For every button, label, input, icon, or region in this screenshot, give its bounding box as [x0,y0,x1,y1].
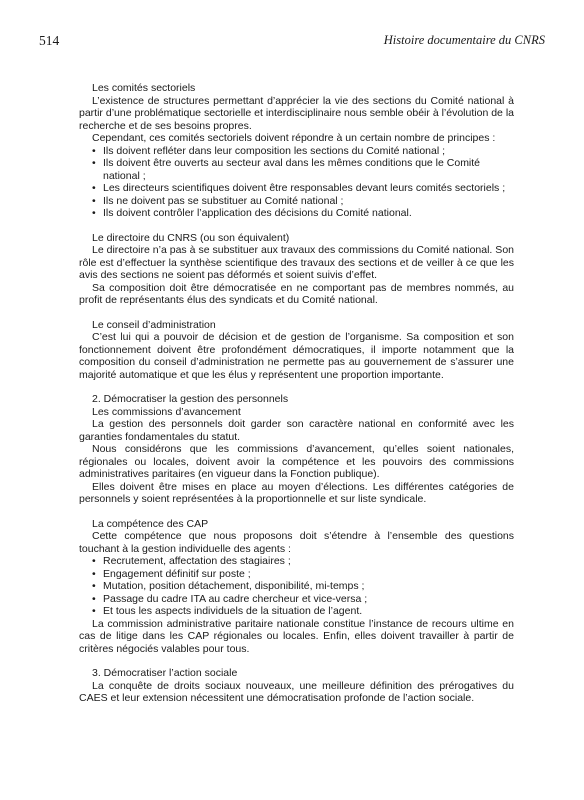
list-item [79,145,514,158]
section-action-sociale [79,667,514,705]
section-gestion-personnels [79,393,514,506]
page-header [39,33,545,49]
section-directoire [79,232,514,307]
bullet-icon: • [92,555,96,567]
paragraph: Sa composition doit être démocratisée en ne comportant pas de membres nommés, au profit de représentants élus des syndicats et du Comité national. [79,281,514,306]
paragraph: La gestion des personnels doit garder son caractère national en conformité avec les garanties fondamentales du statut. [79,418,514,443]
list-item [79,593,514,606]
bullet-icon: • [92,567,96,580]
paragraph: Le directoire n’a pas à se substituer aux travaux des commissions du Comité national. Son rôle est d’effectuer la synthèse scientifique des travaux des sections et de veiller à ce que les avis des sections ne soient pas déformés et soient suivis d’effet. [79,244,514,281]
list-item-text: Les directeurs scientifiques doivent être responsables devant leurs comités sectoriels ; [103,182,506,194]
section-heading: Les comités sectoriels [92,82,196,94]
bullet-icon: • [92,207,96,219]
running-title: Histoire documentaire du CNRS [383,33,545,47]
list-item-text: Passage du cadre ITA au cadre chercheur et vice-versa ; [103,592,368,605]
paragraph: Elles doivent être mises en place au moyen d’élections. Les différentes catégories de personnels y soient représentées à la proportionnelle et sur liste syndicale. [79,480,514,505]
paragraph: C’est lui qui a pouvoir de décision et de gestion de l’organisme. Sa composition et son fonctionnement doivent être profondément démocratiques, il importe notamment que la composition du conseil d’administration ne permette pas au gouvernement de s’assurer une majorité automatique et que les élus y représentent une proportion importante. [79,331,514,381]
principles-list [79,145,514,220]
bullet-icon: • [92,144,96,157]
list-item [79,580,514,593]
section-conseil-administration [79,319,514,382]
list-item-text: Engagement définitif sur poste ; [103,567,251,580]
paragraph: Nous considérons que les commissions d’avancement, qu’elles soient nationales, régionales ou locales, doivent avoir la compétence et les pouvoirs des commissions administratives paritaires (en vigueur dans la Fonction publique). [79,443,514,480]
list-item [79,157,514,182]
bullet-icon: • [92,580,96,592]
list-item-text: Ils doivent contrôler l’application des décisions du Comité national. [103,207,412,219]
subsection-heading: Les commissions d’avancement [92,405,241,418]
list-item [79,182,514,195]
list-item [79,555,514,568]
section-heading: La compétence des CAP [92,517,209,530]
bullet-icon: • [92,194,96,207]
paragraph: La conquête de droits sociaux nouveaux, une meilleure définition des prérogatives du CAES et leur extension nécessitent une démocratisation profonde de l’action sociale. [79,679,514,704]
paragraph: Cette compétence que nous proposons doit s’étendre à l’ensemble des questions touchant à la gestion individuelle des agents : [79,530,514,555]
paragraph: L’existence de structures permettant d’apprécier la vie des sections du Comité national à partir d’une problématique sectorielle et interdisciplinaire nous semble obéir à l’évolution de la recherche et de ses besoins propres. [79,94,514,132]
list-item-text: Et tous les aspects individuels de la situation de l’agent. [103,605,363,617]
list-item [79,207,514,220]
list-item-text: Mutation, position détachement, disponibilité, mi-temps ; [103,580,365,592]
section-heading: 3. Démocratiser l’action sociale [92,667,238,679]
list-item-text: Recrutement, affectation des stagiaires ; [103,555,291,567]
list-item [79,195,514,208]
section-heading: Le conseil d’administration [92,318,216,331]
list-item-text: Ils doivent être ouverts au secteur aval dans les mêmes conditions que le Comité national ; [103,157,481,182]
section-heading: 2. Démocratiser la gestion des personnels [92,393,289,405]
list-item [79,605,514,618]
paragraph: La commission administrative paritaire nationale constitue l’instance de recours ultime en cas de litige dans les CAP régionales ou locales. Enfin, elles doivent travailler à partir de critères négociés valables pour tous. [79,617,514,655]
bullet-icon: • [92,592,96,605]
list-item [79,568,514,581]
page-body [79,82,514,705]
bullet-icon: • [92,605,96,617]
list-item-text: Ils doivent refléter dans leur composition les sections du Comité national ; [103,144,446,157]
cap-list [79,555,514,618]
section-competence-cap [79,518,514,656]
page-number: 514 [39,33,60,48]
bullet-icon: • [92,182,96,194]
section-heading: Le directoire du CNRS (ou son équivalent) [92,231,290,244]
paragraph: Cependant, ces comités sectoriels doivent répondre à un certain nombre de principes : [92,132,496,144]
section-comites-sectoriels [79,82,514,220]
bullet-icon: • [92,157,96,169]
list-item-text: Ils ne doivent pas se substituer au Comité national ; [103,194,344,207]
